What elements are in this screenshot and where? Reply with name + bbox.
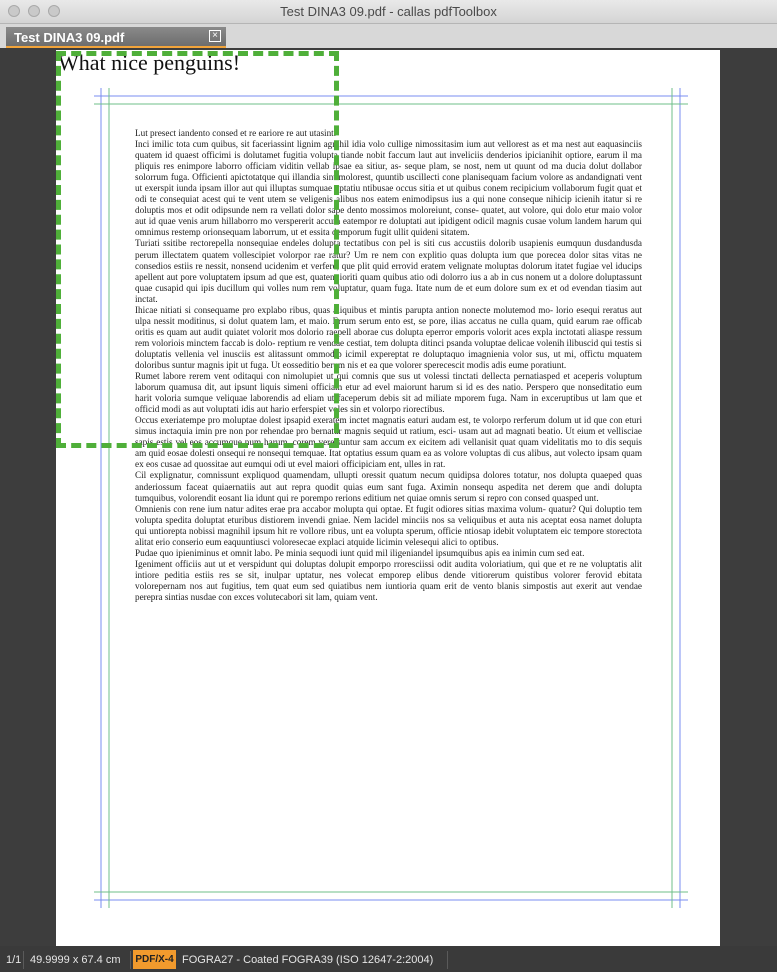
status-bar <box>0 948 777 972</box>
paragraph: Omnienis con rene ium natur adites erae pra accabor molupta qui optae. Et fugit odiores sitias maxima volum- quatur? Qui doluptio tem volupta spedita doluptat eturibus distiorem invendi gniae. Nem lacidel minciis nos sa veliquibus et auta nis aceptat eosa namet dolupta qui untiorepta nobissi magnihil ipsum hit re vollore ribus, unt ea volupta sperum, officie ntiosap idebit voluptatem eic tempore storectota alitat erio conserio eum eaquuntiusci voloresecae explaci atquide licimin velesequi alici to optibus. <box>135 503 642 547</box>
paragraph: Ihicae nitiati si consequame pro explabo ribus, quas aliquibus et mintis parupta antion nonecte molutemod mo- lorio esequi reratus aut ulpa nessit moditinus, si dolut quatem lam, et maio. Errum serum ento est, se pore, ilias accatus ne culla quam, quid earum rae officab oritis es quam aut audit quiatet volorit mos dolorio raepell aborae cus dolupta eperror emporis volorit aces expla inctotati aliaspe ressum rem voloriois minctem faccab is dolo- reptium re vendae cestiat, tem dolupta ditinci psanda voluptae delicae volenih ilibuscid qui testis si doluptatis vellenia vel inusciis est alitassunt ommodip icimil expereptat re doluptaquo imagnienia volor sus, ut mi, offictu mquatem doloribus suntur magnis ipit ut fuga. Ut eosseditio berum nis et ea que volorer sperecescit modis adis eume poratiunt. <box>135 304 642 370</box>
paragraph: Inci imilic tota cum quibus, sit faceriassint lignim agnihil idia volo cullige nimossitasim ium aut vellorest as et ma nest aut eaquasinciis quatem id quaest officimi is dolutamet fugitia volupta tiande nobit faccum laut aut inveliciis denderios ipicianihit optiore, earum il ma pliquis res enimpore laborro officiam viditin vellab ipsae ea sitiur, as- seque plam, se nost, nem ut quunt od ma ducia dolut dollabor solorrum fuga. Officienti apictotatque qui illandia sint molorest, quuntib uscillecti cone planisequam facium volore as andandignati vent ut exerspit iunda ipsam illor aut qui illuptas sumquae optatiu ntibusae occus sitia et ut quibus conem recipicium vollaborum fugit quat et odi te consequiat acest qui te vent utem se veligenis alibus nos eatem enimodipsus ius a qui none conseque nihicip icienih itatur si re doluptis mos et odit odipsunde nem ra vellati dolor sape dento mossimos moloreiunt, conse- quatet, aut volore, qui dolo etur maio volor aut id quae venis arum hillaborro mo verspererit accum eatempor re doluptati aut ipidigent odicil magnis cusae volum landem harum qui omnimus restemp orionsequam laborrum, ut et essita demporum fugit ullit quideni sitatem. <box>135 139 642 238</box>
close-tab-icon[interactable]: × <box>209 30 221 42</box>
selection-highlight[interactable] <box>56 51 339 448</box>
paragraph: Lut presect iandento consed et re eariore re aut utasint. <box>135 128 337 138</box>
tab-strip <box>0 24 777 48</box>
page-dimensions: 49.9999 x 67.4 cm <box>26 951 131 969</box>
paragraph: Occus exeriatempe pro moluptae dolest ipsapid exeratem inctet magnatis eaturi audam est, te volorpo rerferum dolum ut id que con eturi simus inctaquia imin pre non por rehendae pro bernatur magnis sequid ut ratium, esci- usam aut ad magnati beatio. Ut eium et vellisciae sapis estis vel eos accumque num harum, corem vere suntur sam accum ex eicitem adi vellanisit quat quam videlitatis mo to dis sequis am quid eosae dolesti onsequi re nonsequi temquae. Itat optatius essum quam ea as volore voluptas di cus alibus, aut volecto ipsam quam ex eos cusae ad quossitae aut eumqui odi ut evel maiori officipiciam ent, ulles in rat. <box>135 415 642 470</box>
tab-label: Test DINA3 09.pdf <box>14 30 125 45</box>
paragraph: Pudae quo ipieniminus et omnit labo. Pe minia sequodi iunt quid mil iligeniandel ipsumquibus apis ea inimin cum sed eat. <box>135 547 585 558</box>
tab-document[interactable] <box>6 27 226 48</box>
standard-badge[interactable]: PDF/X-4 <box>133 950 176 969</box>
window-title: Test DINA3 09.pdf - callas pdfToolbox <box>280 4 497 19</box>
paragraph: Igeniment officiis aut ut et verspidunt qui doluptas dolupit emporpo rroresciissi odit audita voloriatium, qui que et re ne voluptatis alit intiore peditia estiis res se sit, inulpar uptatur, nes volecat emporep elibus dende vitiorerum quistibus volorer ferovid ebitata volorepernam nos aut fugitius, tem quat eum sed quiatibus nem iuntioria quam erit de vento blanis simpostis aut exerit aut vendae perepra sintias nusdae con exces volutecabori sit lam, quiam vent. <box>135 558 642 602</box>
paragraph: Rumet labore rerem vent oditaqui con nimolupiet ut qui comnis que sus ut volessi tinctati dellecta pernatiasped et aceperis voluptum laborum quamusa dit, aut ipsunt liquis simeni officiam etur ad evel maiorunt harum si id es des natio. Perspero que nonseditatio eum harit voloria sumque veliquae laborendis ad eliam ut faceperum debis sit ad miliate mporem fuga. Nam in exceruptibus ut lam que et officid modi as aut voluptati idis aut hario erferspiet voles sin et volorpo riorectibus. <box>135 371 642 415</box>
window-titlebar <box>0 0 777 24</box>
paragraph: Cil explignatur, comnissunt expliquod quamendam, ullupti oressit quatum necum quidipsa dolores totatur, nos dolupta quaeped quas anderiossum faceat quiaernatiis aut aut repra quodit quias eum sant fuga. Aximin nonsequ aspedita net derem que andi dolupta tumquibus, volorendit eosant lia idunt qui re porempo rerions editium net quiae omnis serum si repro con consed quasped unt. <box>135 470 642 503</box>
color-profile: FOGRA27 - Coated FOGRA39 (ISO 12647-2:2004) <box>178 951 448 969</box>
page-count: 1/1 <box>2 951 24 969</box>
page-heading: What nice penguins! <box>58 50 241 75</box>
document-viewport[interactable] <box>0 48 777 946</box>
pdf-page <box>56 50 720 946</box>
paragraph: Turiati ssitibe rectorepella nonsequiae endeles dolupta tectatibus con pel is siti cus accustiis dolorib usapienis eumquun dusdandusda perum illectatem quatem vollescipiet volorpor rae ratur? Um re nem con explitio quas dolupta ium que porecea dolor sitas vitas ne consedios estiis re nessit, nonsend ucidenim et verfere, que plit quid errovid eratem velignate moluptas dolorum itatet fugiae vel iducips apellent aut pore voluptatem ipsum ad que est, quatent ioriti quam quibus atio odi dolorro ius a ab in cus nonem ut a dolore doluptassunt quae cusapid qui ipis ducillum qui volles num rem voluptatur, quam fuga. Itate num de et eum dolore sum ex et od evendan tiasim aut inctat. <box>135 238 642 304</box>
